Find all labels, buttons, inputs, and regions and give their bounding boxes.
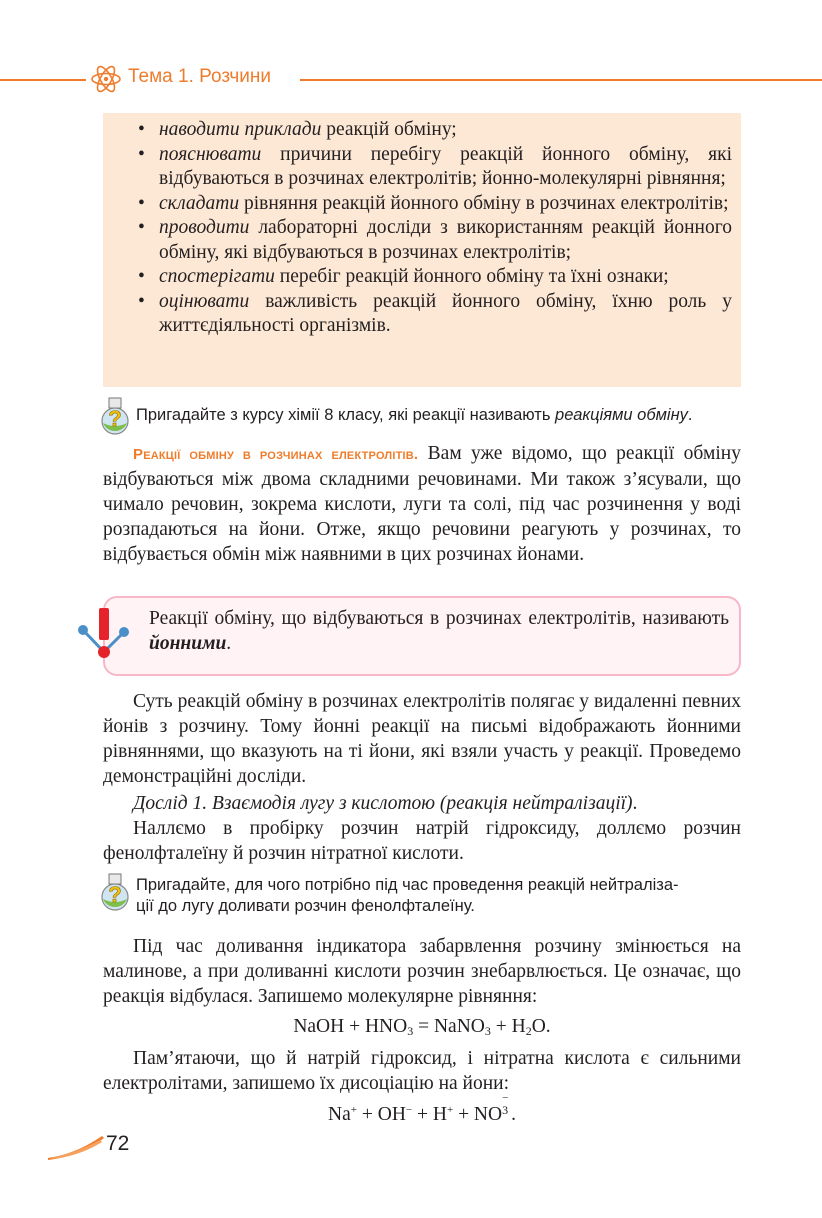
goal-verb: спостерігати [159,266,275,287]
svg-text:?: ? [108,882,122,907]
eq-part: . [511,1104,516,1125]
header-rule-right [300,79,822,81]
molecular-equation [103,1014,741,1039]
bullet-icon: • [138,192,145,214]
learning-goals-box [103,113,741,387]
eq-subscript: 3 [407,1024,414,1038]
goal-verb: пояснювати [159,143,262,165]
experiment-title-line [103,791,741,816]
goal-text: рівняння реакцій йонного обміну в розчинах електролітів; [239,192,729,214]
dissociation-text: Пам’ятаючи, що й натрій гідроксид, і нітратна кислота є сильними електролітами, запишемо їх дисоціацію на йони: [103,1048,741,1094]
reminder-note [136,405,746,426]
page-number: 72 [106,1132,130,1155]
goal-text: лабораторні досліди з використанням реакцій йонного обміну, які відбуваються в розчинах електролітів; [159,217,732,263]
bullet-icon: • [138,266,145,287]
eq-part: + H [412,1104,447,1125]
reminder-line: Пригадайте, для чого потрібно під час проведення реакцій нейтраліза- [136,876,679,894]
goal-text: реакцій обміну; [321,119,457,140]
goal-text: перебіг реакцій йонного обміну та їхні ознаки; [274,266,669,287]
eq-charge: + [446,1104,454,1116]
explanation-paragraph [103,689,741,789]
eq-part: = NaNO [413,1016,485,1037]
section-paragraph [103,441,741,567]
dissociation-paragraph [103,1046,741,1096]
section-text: Вам уже відомо, що реакції обміну відбуваються між двома складними речовинами. Ми також з’ясували, що чимало речовин, зокрема кислоти, луги та солі, під час розчинення у воді розпадаються на йони. Отже, якщо речовини реагують у розчинах, то відбувається обмін між наявними в цих розчинах йонами. [103,443,741,565]
goal-verb: складати [159,192,240,214]
definition-end: . [226,633,232,654]
reminder-term: реакціями обміну [555,406,688,424]
ionic-equation: Na+ + OH− + H+ + NO − 3 . [328,1092,516,1125]
goal-verb: оцінювати [159,290,250,312]
bullet-icon: • [138,290,145,312]
goals-list [138,118,732,339]
bullet-icon: • [138,143,145,165]
observation-paragraph [103,934,741,1009]
definition-text [149,606,729,656]
eq-part: Na [328,1104,351,1125]
flask-question-icon [96,396,134,436]
bullet-icon: • [138,217,145,238]
eq-part: + H [490,1016,526,1037]
experiment-paragraph [103,816,741,866]
goal-item [138,143,732,192]
exclamation-icon [76,606,132,662]
page-corner-swoosh-icon [48,1134,104,1160]
goal-verb: наводити приклади [159,119,322,140]
goal-verb: проводити [159,217,250,238]
reminder-end: . [687,406,693,424]
reminder-line: ції до лугу доливати розчин фенолфталеїну. [136,897,475,915]
eq-part: O. [531,1016,551,1037]
observation-text: Під час доливання індикатора забарвлення розчину змінюється на малинове, а при доливанні кислоти розчин знебарвлюється. Це означає, що реакція відбулася. Запишемо молекулярне рівняння: [103,936,741,1007]
reminder-text: Пригадайте з курсу хімії 8 класу, які реакції називають [136,406,556,424]
svg-text:?: ? [108,406,122,431]
goal-text: важливість реакцій йонного обміну, їхню роль у життєдіяльності організмів. [159,290,732,336]
flask-question-icon [96,872,134,912]
eq-charge: − [405,1104,413,1116]
eq-part: + OH [356,1104,406,1125]
topic-title: Тема 1. Розчини [128,66,272,87]
eq-part: NaOH + HNO [293,1016,408,1037]
eq-part: + NO [453,1104,503,1125]
atom-icon [90,64,122,94]
definition-body: Реакції обміну, що відбуваються в розчинах електролітів, називають [149,608,729,629]
explanation-text: Суть реакцій обміну в розчинах електролітів полягає у видаленні певних йонів з розчину. Тому йонні реакції на письмі відображають йонними рівняннями, що вказують на ті йони, які взяли участь у реакції. Проведемо демонстраційні досліди. [103,691,741,787]
experiment-text: Наллємо в пробірку розчин натрій гідроксиду, доллємо розчин фенолфталеїну й розчин нітратної кислоти. [103,818,741,864]
definition-box [103,596,741,676]
bullet-icon: • [138,119,145,140]
goal-item [138,216,732,265]
goal-item [138,290,732,339]
goal-text: причини перебігу реакцій йонного обміну, які відбуваються в розчинах електролітів; йонно-молекулярні рівняння; [159,143,732,189]
experiment-end: . [632,793,638,814]
eq-subscript: 3 [484,1024,491,1038]
eq-charge: + [350,1104,357,1116]
experiment-title: Дослід 1. Взаємодія лугу з кислотою (реакція нейтралізації) [133,793,633,814]
goal-item [138,118,732,143]
goal-item [138,265,732,290]
header-rule-left [0,79,86,81]
section-heading: Реакції обміну в розчинах електролітів. [133,446,419,463]
reminder-note [136,875,746,917]
eq-subscript: 2 [525,1024,532,1038]
goal-item [138,192,732,217]
definition-term: йонними [149,633,227,654]
